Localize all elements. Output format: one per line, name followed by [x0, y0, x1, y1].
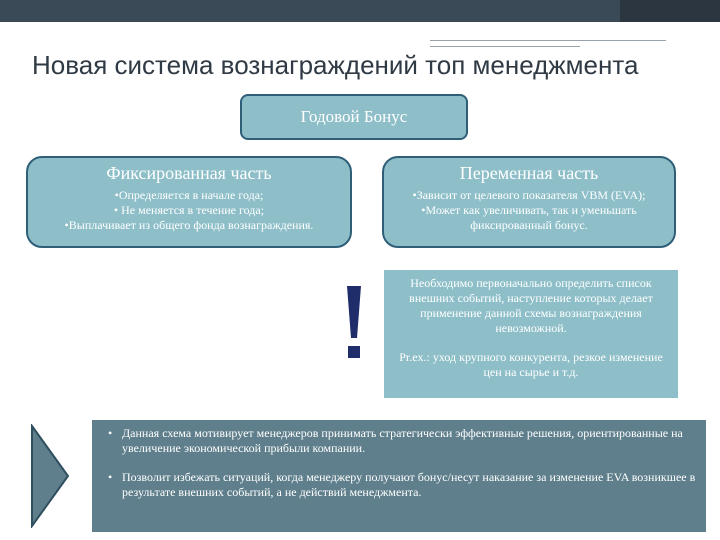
variable-part-title: Переменная часть	[459, 163, 599, 183]
arrow-right-icon	[30, 424, 70, 528]
variable-part-box	[382, 156, 676, 248]
fixed-part-title: Фиксированная часть	[106, 163, 272, 183]
decor-line	[430, 46, 580, 47]
variable-part-item: •Зависит от целевого показателя VBM (EVA);	[412, 188, 646, 202]
note-text: Необходимо первоначально определить список внешних событий, наступление которых делает применение данной схемы вознаграждения невозможной.	[409, 276, 653, 335]
bullet-mark: •	[108, 470, 113, 484]
fixed-part-item: •Определяется в начале года;	[114, 188, 264, 202]
top-bar	[0, 0, 720, 22]
bullet-mark: •	[108, 426, 113, 440]
fixed-part-items	[28, 188, 350, 233]
note-example: Pr.ex.: уход крупного конкурента, резкое изменение цен на сырье и т.д.	[399, 350, 663, 379]
summary-item	[108, 426, 698, 456]
top-bar-accent	[620, 0, 720, 22]
page-title: Новая система вознаграждений топ менеджмента	[32, 50, 639, 80]
fixed-part-item: • Не меняется в течение года;	[113, 203, 265, 217]
summary-item	[108, 470, 698, 500]
exclamation-icon	[343, 286, 365, 360]
fixed-part-item: •Выплачивает из общего фонда вознаграждения.	[64, 218, 314, 232]
summary-item-text: Данная схема мотивирует менеджеров принимать стратегически эффективные решения, ориентированные на увеличение экономической прибыли компании.	[122, 426, 683, 455]
variable-part-items	[384, 188, 674, 233]
annual-bonus-box: Годовой Бонус	[240, 94, 468, 140]
summary-box	[92, 420, 706, 532]
variable-part-item: •Может как увеличивать, так и уменьшать фиксированный бонус.	[421, 203, 637, 232]
summary-item-text: Позволит избежать ситуаций, когда менеджеру получают бонус/несут наказание за изменение EVA возникшее в результате внешних событий, а не действий менеджмента.	[122, 470, 696, 499]
note-box	[384, 270, 678, 398]
decor-line	[430, 40, 666, 41]
fixed-part-box	[26, 156, 352, 248]
